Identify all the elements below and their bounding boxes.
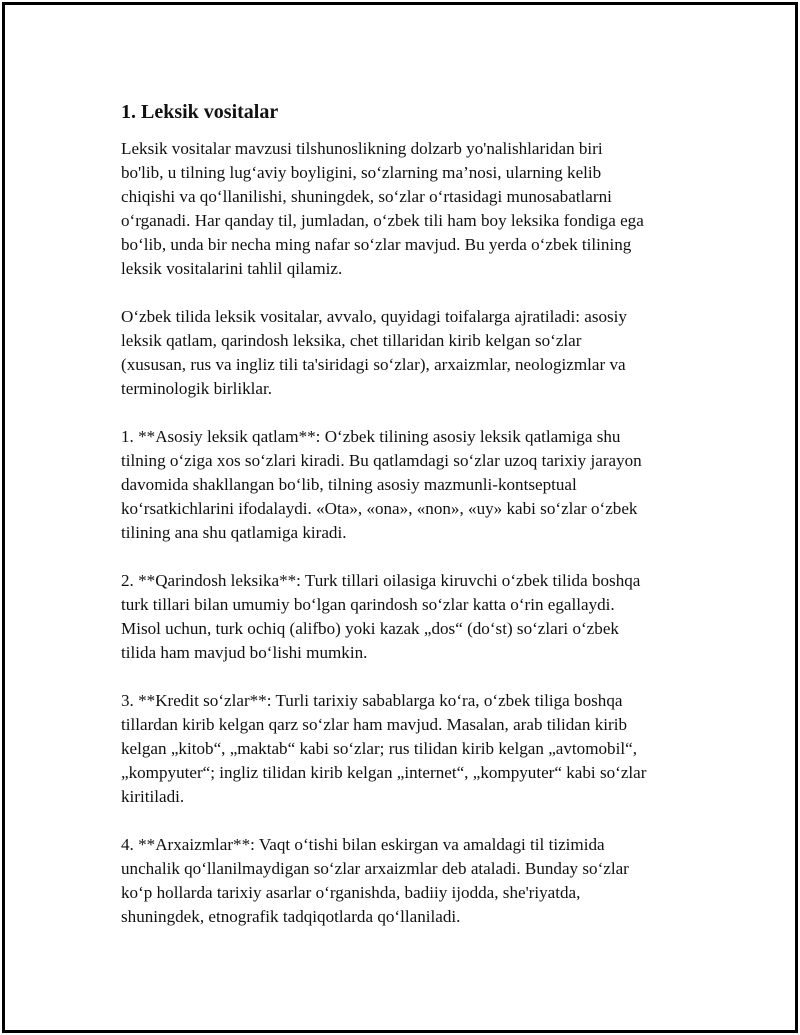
- paragraph-intro: Leksik vositalar mavzusi tilshunoslikning dolzarb yo'nalishlaridan biri bo'lib, u tilning lug‘aviy boyligini, so‘zlarning ma’nosi, ularning kelib chiqishi va qo‘llanilishi, shuningdek, so‘zlar o‘rtasidagi munosabatlarni o‘rganadi. Har qanday til, jumladan, o‘zbek tili ham boy leksika fondiga ega bo‘lib, unda bir necha ming nafar so‘zlar mavjud. Bu yerda o‘zbek tilining leksik vositalarini tahlil qilamiz.: [121, 139, 644, 278]
- paragraph-item-1: 1. **Asosiy leksik qatlam**: O‘zbek tilining asosiy leksik qatlamiga shu tilning o‘ziga xos so‘zlari kiradi. Bu qatlamdagi so‘zlar uzoq tarixiy jarayon davomida shakllangan bo‘lib, tilning asosiy mazmunli-kontseptual ko‘rsatkichlarini ifodalaydi. «Ota», «ona», «non», «uy» kabi so‘zlar o‘zbek tilining ana shu qatlamiga kiradi.: [121, 427, 642, 542]
- paragraph-item-4: 4. **Arxaizmlar**: Vaqt o‘tishi bilan eskirgan va amaldagi til tizimida unchalik qo‘llanilmaydigan so‘zlar arxaizmlar deb ataladi. Bunday so‘zlar ko‘p hollarda tarixiy asarlar o‘rganishda, badiiy ijodda, she'riyatda, shuningdek, etnografik tadqiqotlarda qo‘llaniladi.: [121, 835, 629, 926]
- paragraph-item-2: 2. **Qarindosh leksika**: Turk tillari oilasiga kiruvchi o‘zbek tilida boshqa turk tillari bilan umumiy bo‘lgan qarindosh so‘zlar katta o‘rin egallaydi. Misol uchun, turk ochiq (alifbo) yoki kazak „dos“ (do‘st) so‘zlari o‘zbek tilida ham mavjud bo‘lishi mumkin.: [121, 571, 641, 662]
- section-heading: 1. Leksik vositalar: [121, 101, 279, 123]
- document-body: [121, 99, 701, 953]
- page-frame: [2, 2, 798, 1033]
- paragraph-categories: O‘zbek tilida leksik vositalar, avvalo, quyidagi toifalarga ajratiladi: asosiy leksik qatlam, qarindosh leksika, chet tillaridan kirib kelgan so‘zlar (xususan, rus va ingliz tili ta'siridagi so‘zlar), arxaizmlar, neologizmlar va terminologik birliklar.: [121, 307, 627, 398]
- paragraph-item-3: 3. **Kredit so‘zlar**: Turli tarixiy sabablarga ko‘ra, o‘zbek tiliga boshqa tillardan kirib kelgan qarz so‘zlar ham mavjud. Masalan, arab tilidan kirib kelgan „kitob“, „maktab“ kabi so‘zlar; rus tilidan kirib kelgan „avtomobil“, „kompyuter“; ingliz tilidan kirib kelgan „internet“, „kompyuter“ kabi so‘zlar kiritiladi.: [121, 691, 647, 806]
